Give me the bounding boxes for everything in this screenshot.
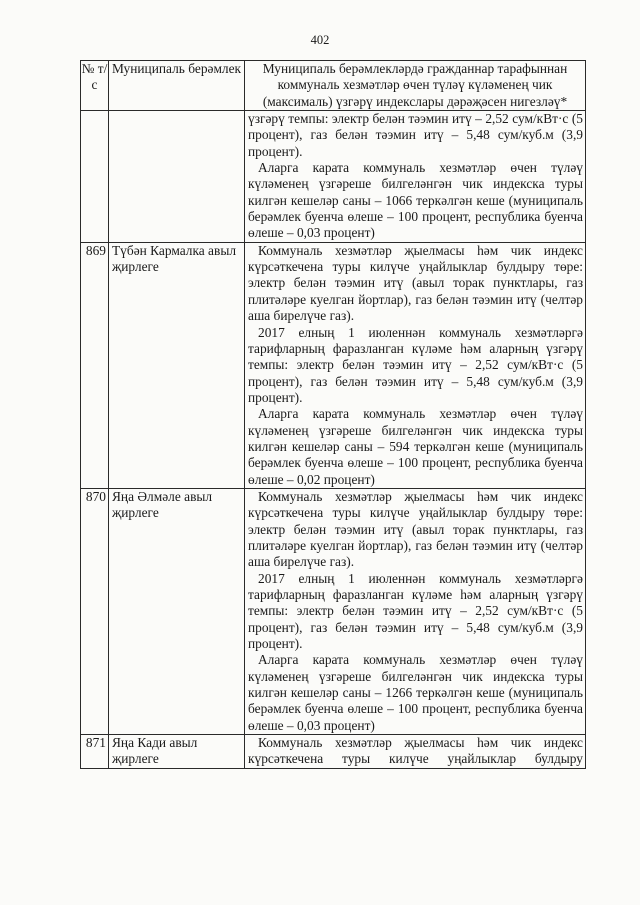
row-number: 870 bbox=[81, 488, 109, 734]
table-row bbox=[81, 488, 586, 734]
page-number: 402 bbox=[310, 33, 330, 47]
row-number: 871 bbox=[81, 735, 109, 769]
row-description bbox=[245, 488, 586, 734]
table-row bbox=[81, 242, 586, 488]
description-paragraph: Коммуналь хезмәтләр җыелмасы һәм чик индекс күрсәткечена туры килүче уңайлыклар булдыру bbox=[248, 735, 583, 767]
description-paragraph: Коммуналь хезмәтләр җыелмасы һәм чик индекс күрсәткечена туры килүче уңайлыклар булдыру төре: электр белән тәэмин итү (авыл торак пунктлары, газ плитәләре куелган йортлар), газ белән тәэмин итү (челтәр аша бирелүче газ). bbox=[248, 488, 583, 570]
row-number: 869 bbox=[81, 242, 109, 488]
description-paragraph: 2017 елның 1 июленнән коммуналь хезмәтләргә тарифларның фаразланган күләме һәм аларның үзгәрү темпы: электр белән тәэмин итү – 2,52 сум/кВт·с (5 процент), газ белән тәэмин итү – 5,48 сум/куб.м (3,9 процент). bbox=[248, 570, 583, 652]
row-description bbox=[245, 111, 586, 243]
row-number bbox=[81, 111, 109, 243]
header-municipality: Муниципаль берәмлек bbox=[109, 61, 245, 111]
tariff-index-table bbox=[80, 60, 586, 769]
row-municipality-name: Яңа Кади авыл җирлеге bbox=[109, 735, 245, 769]
header-number: № т/с bbox=[81, 61, 109, 111]
description-paragraph: Коммуналь хезмәтләр җыелмасы һәм чик индекс күрсәткечена туры килүче уңайлыклар булдыру төре: электр белән тәэмин итү (авыл торак пунктлары, газ плитәләре куелган йортлар), газ белән тәэмин итү (челтәр аша бирелүче газ). bbox=[248, 242, 583, 324]
description-paragraph: Аларга карата коммуналь хезмәтләр өчен түләү күләменең үзгәреше билгеләнгән чик индекска туры килгән кешеләр саны – 1066 теркәлгән кеше (муниципаль берәмлек буенча өлеше – 100 процент, республика буенча өлеше – 0,03 процент) bbox=[248, 160, 583, 241]
description-paragraph: Аларга карата коммуналь хезмәтләр өчен түләү күләменең үзгәреше билгеләнгән чик индекска туры килгән кешеләр саны – 594 теркәлгән кеше (муниципаль берәмлек буенча өлеше – 100 процент, республика буенча өлеше – 0,02 процент) bbox=[248, 406, 583, 487]
description-paragraph: Аларга карата коммуналь хезмәтләр өчен түләү күләменең үзгәреше билгеләнгән чик индекска туры килгән кешеләр саны – 1266 теркәлгән кеше (муниципаль берәмлек буенча өлеше – 100 процент, республика буенча өлеше – 0,03 процент) bbox=[248, 652, 583, 733]
header-description: Муниципаль берәмлекләрдә гражданнар тарафыннан коммуналь хезмәтләр өчен түләү күләменең чик (максималь) үзгәрү индекслары дәрәҗәсен нигезләү* bbox=[245, 61, 586, 111]
description-paragraph: үзгәрү темпы: электр белән тәэмин итү – 2,52 сум/кВт·с (5 процент), газ белән тәэмин итү – 5,48 сум/куб.м (3,9 процент). bbox=[248, 111, 583, 159]
row-description bbox=[245, 735, 586, 769]
description-paragraph: 2017 елның 1 июленнән коммуналь хезмәтләргә тарифларның фаразланган күләме һәм аларның үзгәрү темпы: электр белән тәэмин итү – 2,52 сум/кВт·с (5 процент), газ белән тәэмин итү – 5,48 сум/куб.м (3,9 процент). bbox=[248, 324, 583, 405]
row-municipality-name bbox=[109, 111, 245, 243]
row-description bbox=[245, 242, 586, 488]
row-municipality-name: Түбән Кармалка авыл җирлеге bbox=[109, 242, 245, 488]
table-row bbox=[81, 735, 586, 769]
table-header-row bbox=[81, 61, 586, 111]
table-row bbox=[81, 111, 586, 243]
row-municipality-name: Яңа Әлмәле авыл җирлеге bbox=[109, 488, 245, 734]
